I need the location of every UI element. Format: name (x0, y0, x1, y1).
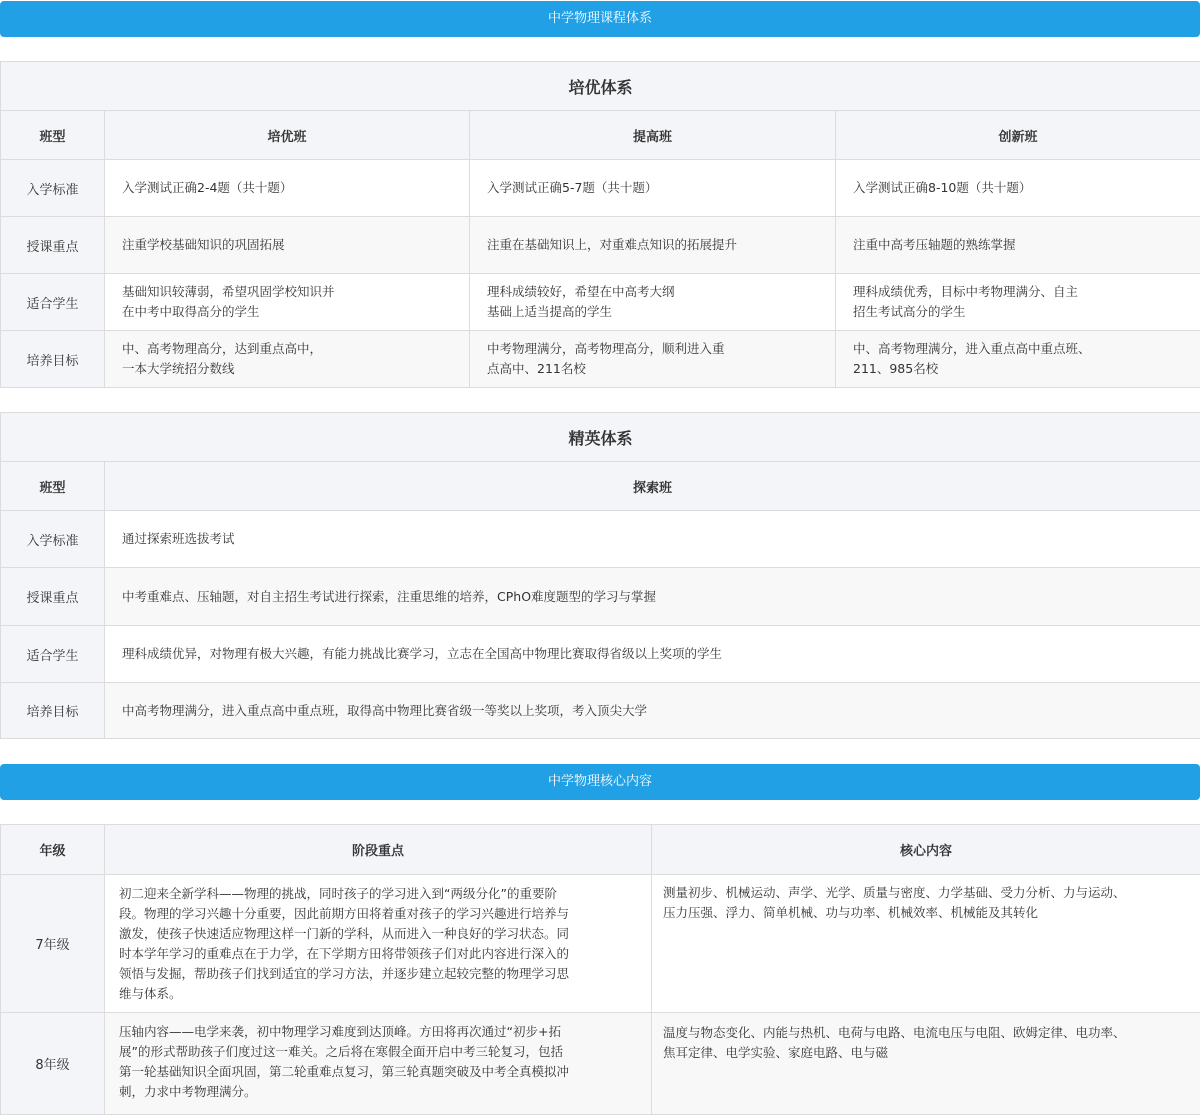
table-cell: 注重中高考压轴题的熟练掌握 (853, 237, 1016, 252)
table-cell: 中、高考物理高分，达到重点高中， 一本大学统招分数线 (122, 341, 323, 376)
column-header: 培优班 (105, 111, 470, 160)
grade-label: 7年级 (1, 875, 105, 1013)
column-header: 创新班 (836, 111, 1200, 160)
table-cell: 中考物理满分，高考物理高分，顺利进入重 点高中、211名校 (487, 341, 725, 376)
section-banner-system: 中学物理课程体系 (0, 1, 1200, 37)
jingying-table (0, 412, 1200, 739)
column-header: 班型 (1, 462, 105, 511)
column-header: 探索班 (105, 462, 1200, 511)
table-cell: 注重学校基础知识的巩固拓展 (122, 237, 285, 252)
table-cell: 中高考物理满分，进入重点高中重点班，取得高中物理比赛省级一等奖以上奖项，考入顶尖大学 (122, 702, 648, 718)
table-cell: 基础知识较薄弱，希望巩固学校知识并 在中考中取得高分的学生 (122, 284, 335, 319)
table-row (1, 217, 1200, 274)
table-cell: 理科成绩较好，希望在中高考大纲 基础上适当提高的学生 (487, 284, 675, 319)
column-header: 年级 (1, 825, 105, 875)
table-cell: 中、高考物理满分，进入重点高中重点班、 211、985名校 (853, 341, 1091, 376)
table-cell: 理科成绩优秀，目标中考物理满分、自主 招生考试高分的学生 (853, 284, 1079, 319)
table-row (1, 274, 1200, 331)
row-label: 入学标准 (1, 511, 105, 568)
table-row (1, 511, 1200, 568)
table-row (1, 568, 1200, 626)
table-row (1, 875, 1200, 1013)
section-banner-core: 中学物理核心内容 (0, 764, 1200, 800)
column-header: 阶段重点 (105, 825, 652, 875)
row-label: 授课重点 (1, 568, 105, 626)
table-cell: 入学测试正确8-10题（共十题） (853, 180, 1032, 195)
table-row (1, 683, 1200, 739)
core-table (0, 824, 1200, 1115)
peiyou-title: 培优体系 (1, 62, 1200, 111)
table-cell: 通过探索班选拔考试 (122, 531, 235, 546)
table-row (1, 626, 1200, 683)
core-content-text: 测量初步、机械运动、声学、光学、质量与密度、力学基础、受力分析、力与运动、 压力压强、浮力、简单机械、功与功率、机械效率、机械能及其转化 (663, 885, 1126, 920)
core-content-text: 温度与物态变化、内能与热机、电荷与电路、电流电压与电阻、欧姆定律、电功率、 焦耳定律、电学实验、家庭电路、电与磁 (663, 1025, 1126, 1060)
row-label: 授课重点 (1, 217, 105, 274)
jingying-title: 精英体系 (1, 413, 1200, 462)
row-label: 入学标准 (1, 160, 105, 217)
row-label: 适合学生 (1, 626, 105, 683)
table-row (1, 331, 1200, 388)
table-row (1, 1013, 1200, 1115)
grade-label: 8年级 (1, 1013, 105, 1115)
row-label: 适合学生 (1, 274, 105, 331)
peiyou-table (0, 61, 1200, 388)
stage-focus-text: 压轴内容——电学来袭，初中物理学习难度到达顶峰。方田将再次通过“初步+拓 展”的形式帮助孩子们度过这一难关。之后将在寒假全面开启中考三轮复习，包括 第一轮基础知识全面巩固，第二轮重难点复习，第三轮真题突破及中考全真模拟冲 刺，力求中考物理满分。 (119, 1024, 570, 1099)
stage-focus-text: 初二迎来全新学科——物理的挑战，同时孩子的学习进入到“两级分化”的重要阶 段。物理的学习兴趣十分重要，因此前期方田将着重对孩子的学习兴趣进行培养与 激发，使孩子快速适应物理这样一门新的学科，从而进入一种良好的学习状态。同 时本学年学习的重难点在于力学，在下学期方田将带领孩子们对此内容进行深入的 领悟与发掘，帮助孩子们找到适宜的学习方法，并逐步建立起较完整的物理学习思 维与体系。 (119, 885, 570, 1001)
table-cell: 注重在基础知识上，对重难点知识的拓展提升 (487, 237, 738, 252)
row-label: 培养目标 (1, 683, 105, 739)
table-cell: 入学测试正确2-4题（共十题） (122, 180, 293, 195)
column-header: 班型 (1, 111, 105, 160)
table-cell: 中考重难点、压轴题，对自主招生考试进行探索，注重思维的培养，CPhO难度题型的学习与掌握 (122, 588, 657, 604)
table-cell: 入学测试正确5-7题（共十题） (487, 180, 658, 195)
table-cell: 理科成绩优异，对物理有极大兴趣，有能力挑战比赛学习，立志在全国高中物理比赛取得省级以上奖项的学生 (122, 646, 723, 661)
column-header: 提高班 (470, 111, 836, 160)
table-row (1, 160, 1200, 217)
row-label: 培养目标 (1, 331, 105, 388)
column-header: 核心内容 (652, 825, 1200, 875)
